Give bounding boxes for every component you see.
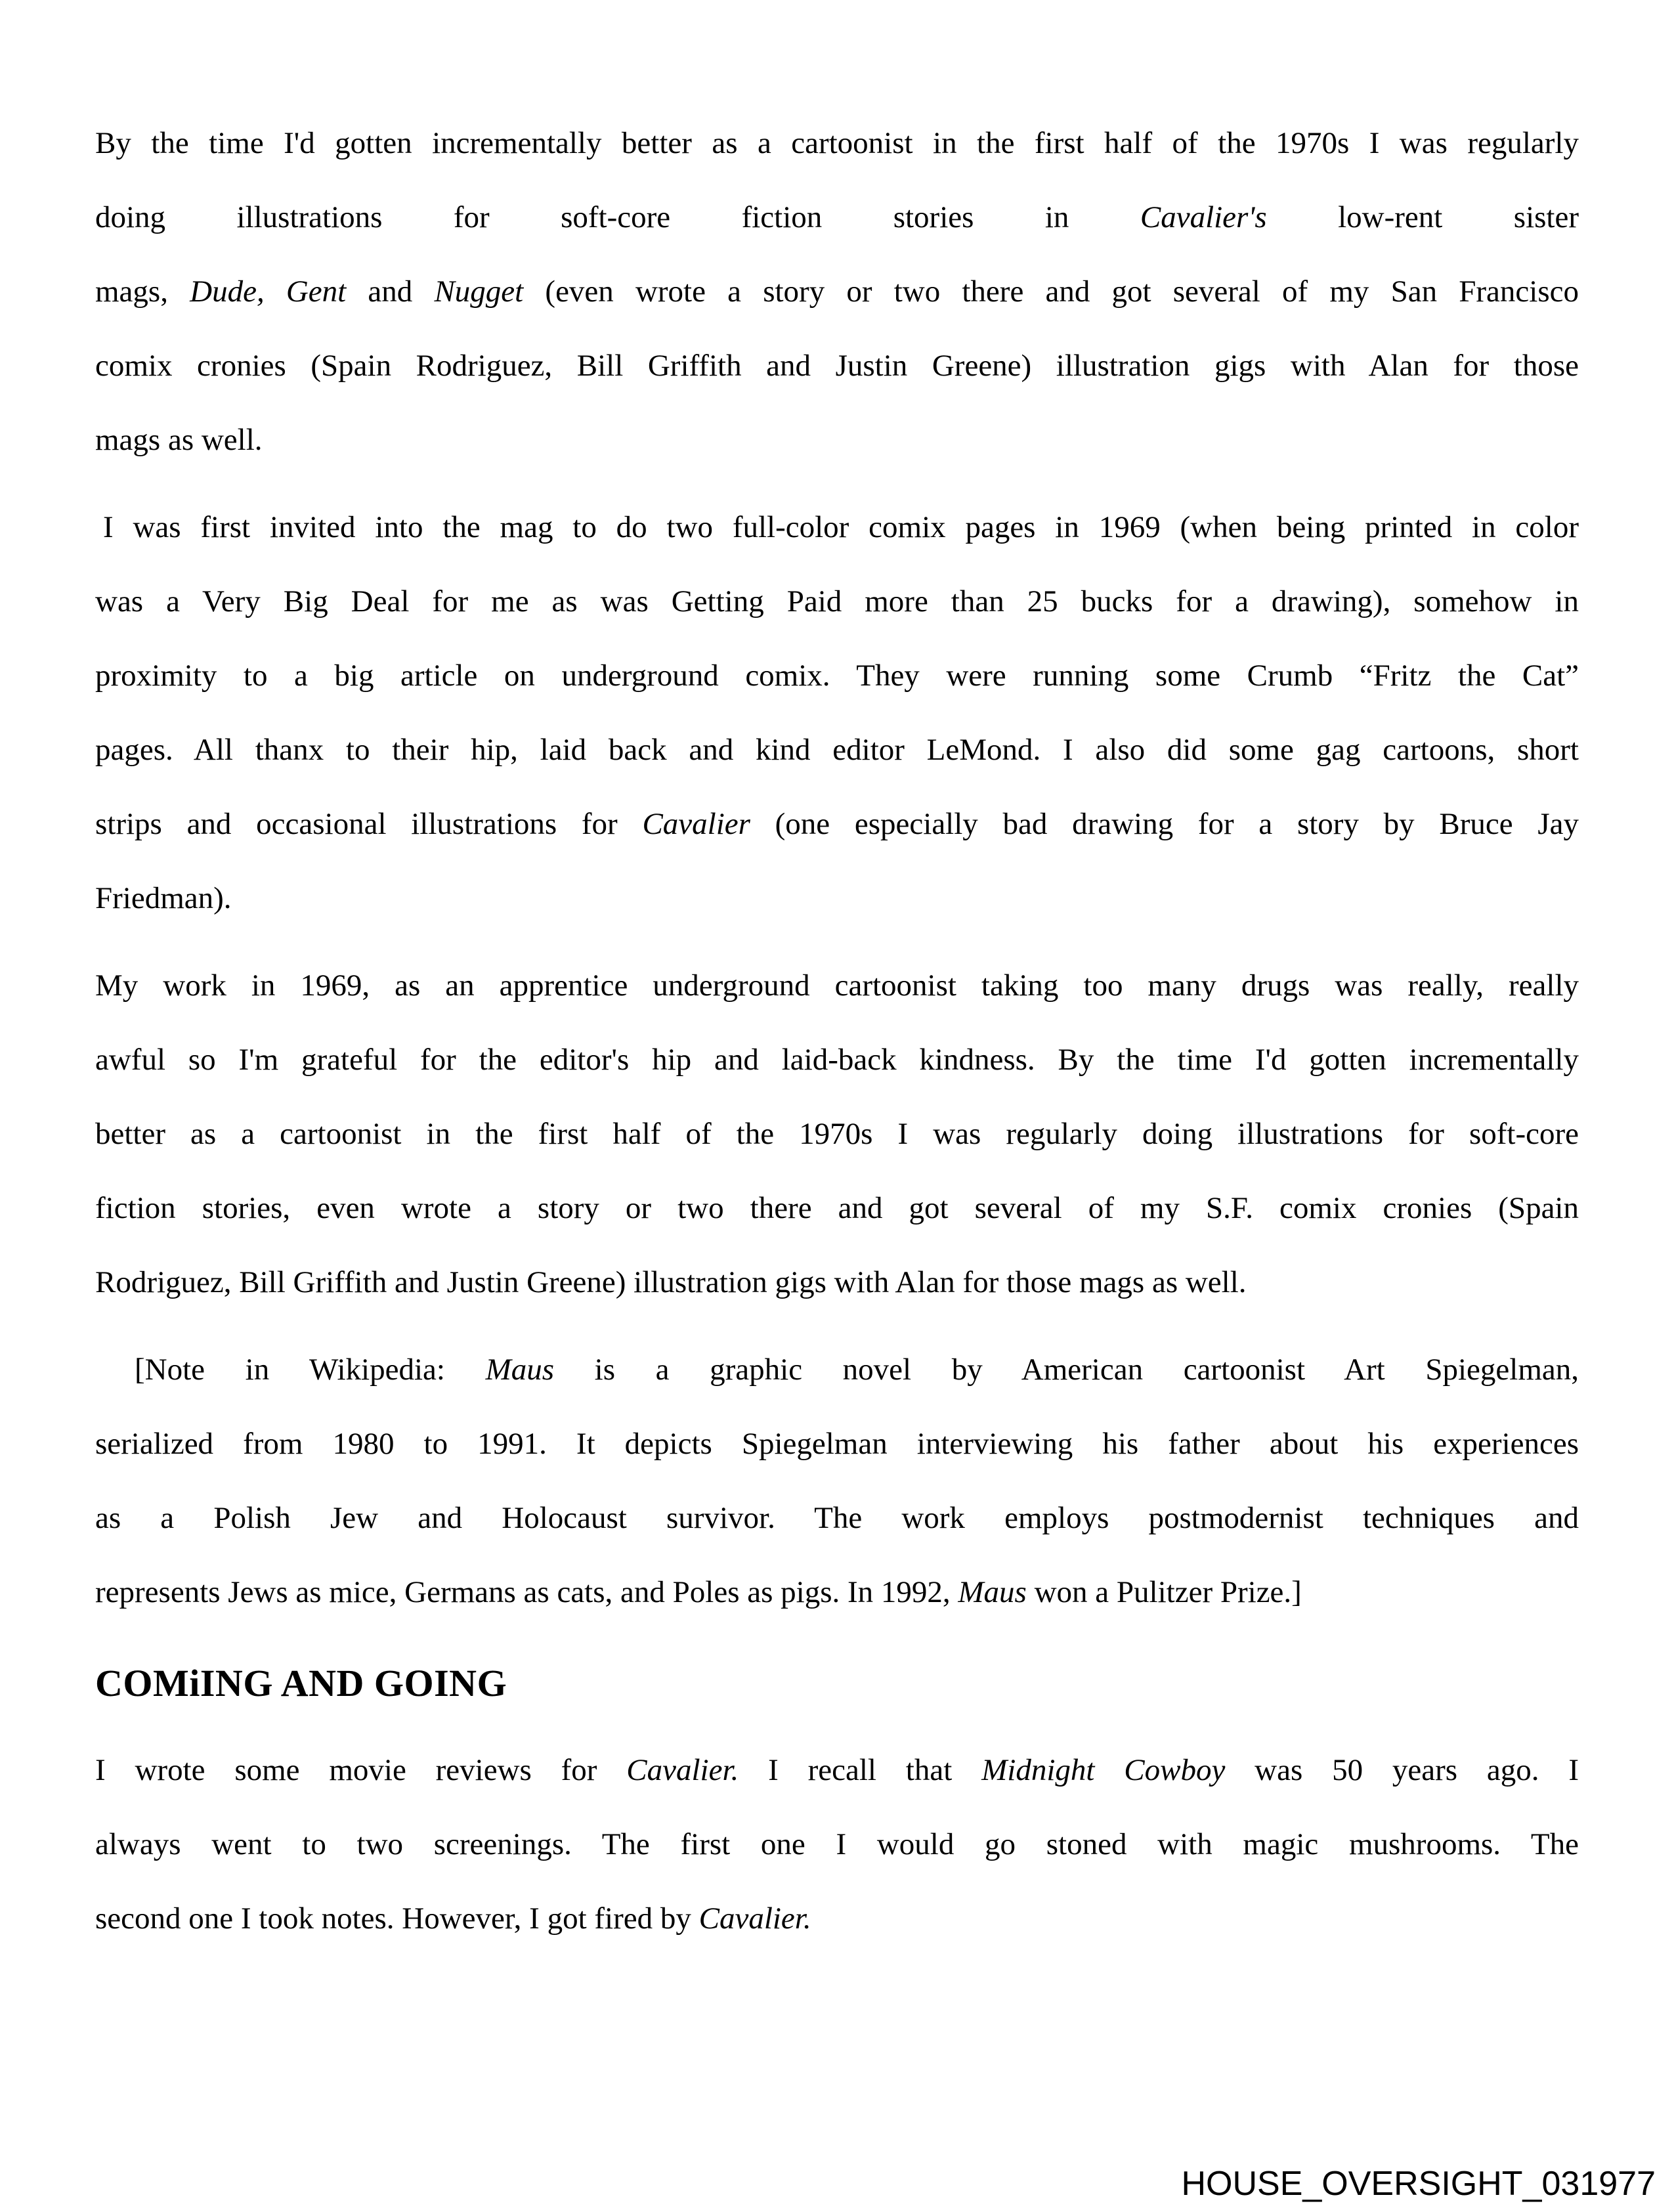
- text-segment: was a Very Big Deal for me as was Getting Paid more than 25 bucks for a drawing), somehow in: [95, 584, 1579, 618]
- text-segment: [Note in Wikipedia:: [135, 1353, 486, 1387]
- text-segment: By the time I'd gotten incrementally better as a cartoonist in the first half of the 1970s I was regularly: [95, 126, 1579, 160]
- italic-text-segment: Cavalier.: [626, 1753, 739, 1787]
- italic-text-segment: Midnight Cowboy: [981, 1753, 1226, 1787]
- text-segment: awful so I'm grateful for the editor's hip and laid-back kindness. By the time I'd gotten incrementally: [95, 1043, 1579, 1077]
- text-segment: I was first invited into the mag to do two full-color comix pages in 1969 (when being printed in color: [103, 510, 1579, 544]
- text-segment: pages. All thanx to their hip, laid back and kind editor LeMond. I also did some gag cartoons, short: [95, 733, 1579, 767]
- paragraph-cavalier-sister-mags: [95, 106, 1579, 477]
- text-segment: Rodriguez, Bill Griffith and Justin Greene) illustration gigs with Alan for those mags as well.: [95, 1265, 1247, 1299]
- paragraph-wikipedia-maus-note: [95, 1333, 1579, 1630]
- text-segment: COMiING AND GOING: [95, 1662, 507, 1704]
- text-segment: My work in 1969, as an apprentice underground cartoonist taking too many drugs was really, really: [95, 968, 1579, 1003]
- text-line: [95, 565, 1579, 639]
- text-line: [95, 1882, 1579, 1956]
- text-segment: doing illustrations for soft-core fiction stories in: [95, 200, 1140, 234]
- bates-number: HOUSE_OVERSIGHT_031977: [1181, 2165, 1656, 2203]
- paragraph-my-work-in-1969: [95, 949, 1579, 1320]
- text-line: [95, 639, 1579, 713]
- text-line: [95, 1097, 1579, 1171]
- text-segment: mags,: [95, 274, 190, 309]
- text-line: [95, 490, 1579, 565]
- text-line: [95, 329, 1579, 403]
- text-segment: always went to two screenings. The first one I would go stoned with magic mushrooms. The: [95, 1827, 1579, 1861]
- italic-text-segment: Cavalier: [642, 807, 750, 841]
- italic-text-segment: Maus: [485, 1353, 555, 1387]
- text-line: [95, 181, 1579, 255]
- text-segment: represents Jews as mice, Germans as cats, and Poles as pigs. In 1992,: [95, 1575, 958, 1609]
- text-line: [95, 949, 1579, 1023]
- text-segment: was 50 years ago. I: [1225, 1753, 1579, 1787]
- text-segment: better as a cartoonist in the first half of the 1970s I was regularly doing illustrations for soft-core: [95, 1117, 1579, 1151]
- text-segment: (one especially bad drawing for a story by Bruce Jay: [750, 807, 1579, 841]
- text-segment: serialized from 1980 to 1991. It depicts Spiegelman interviewing his father about his experiences: [95, 1427, 1579, 1461]
- text-line: [95, 1246, 1579, 1320]
- text-segment: as a Polish Jew and Holocaust survivor. The work employs postmodernist techniques and: [95, 1501, 1579, 1535]
- text-line: [95, 255, 1579, 329]
- text-segment: (even wrote a story or two there and got several of my San Francisco: [523, 274, 1579, 309]
- text-line: [95, 1808, 1579, 1882]
- text-segment: comix cronies (Spain Rodriguez, Bill Griffith and Justin Greene) illustration gigs with Alan for those: [95, 349, 1579, 383]
- text-line: [95, 1481, 1579, 1555]
- text-line: [95, 1646, 1579, 1720]
- text-segment: mags as well.: [95, 423, 263, 457]
- text-segment: and: [346, 274, 435, 309]
- text-line: [95, 106, 1579, 181]
- paragraph-movie-reviews: [95, 1733, 1579, 1956]
- text-segment: won a Pulitzer Prize.]: [1026, 1575, 1302, 1609]
- italic-text-segment: Cavalier's: [1140, 200, 1267, 234]
- section-heading-coming-and-going: [95, 1646, 1579, 1720]
- text-segment: is a graphic novel by American cartoonist Art Spiegelman,: [554, 1353, 1579, 1387]
- text-line: [95, 1171, 1579, 1246]
- text-segment: fiction stories, even wrote a story or two there and got several of my S.F. comix cronies (Spain: [95, 1191, 1579, 1225]
- text-line: [95, 1023, 1579, 1097]
- paragraph-first-invited-1969: [95, 490, 1579, 936]
- text-line: [95, 1407, 1579, 1481]
- text-segment: I recall that: [739, 1753, 982, 1787]
- text-line: [95, 1333, 1579, 1407]
- text-line: [95, 713, 1579, 787]
- italic-text-segment: Dude, Gent: [190, 274, 347, 309]
- text-segment: Friedman).: [95, 881, 232, 915]
- text-line: [95, 787, 1579, 861]
- text-segment: second one I took notes. However, I got fired by: [95, 1901, 699, 1936]
- text-segment: low-rent sister: [1266, 200, 1579, 234]
- italic-text-segment: Nugget: [434, 274, 524, 309]
- text-segment: proximity to a big article on underground comix. They were running some Crumb “Fritz the Cat”: [95, 659, 1579, 693]
- text-line: [95, 1555, 1579, 1630]
- text-line: [95, 1733, 1579, 1808]
- text-segment: strips and occasional illustrations for: [95, 807, 643, 841]
- text-line: [95, 403, 1579, 477]
- italic-text-segment: Cavalier.: [698, 1901, 811, 1936]
- text-segment: I wrote some movie reviews for: [95, 1753, 627, 1787]
- italic-text-segment: Maus: [958, 1575, 1027, 1609]
- text-line: [95, 861, 1579, 936]
- document-body: [95, 106, 1579, 1969]
